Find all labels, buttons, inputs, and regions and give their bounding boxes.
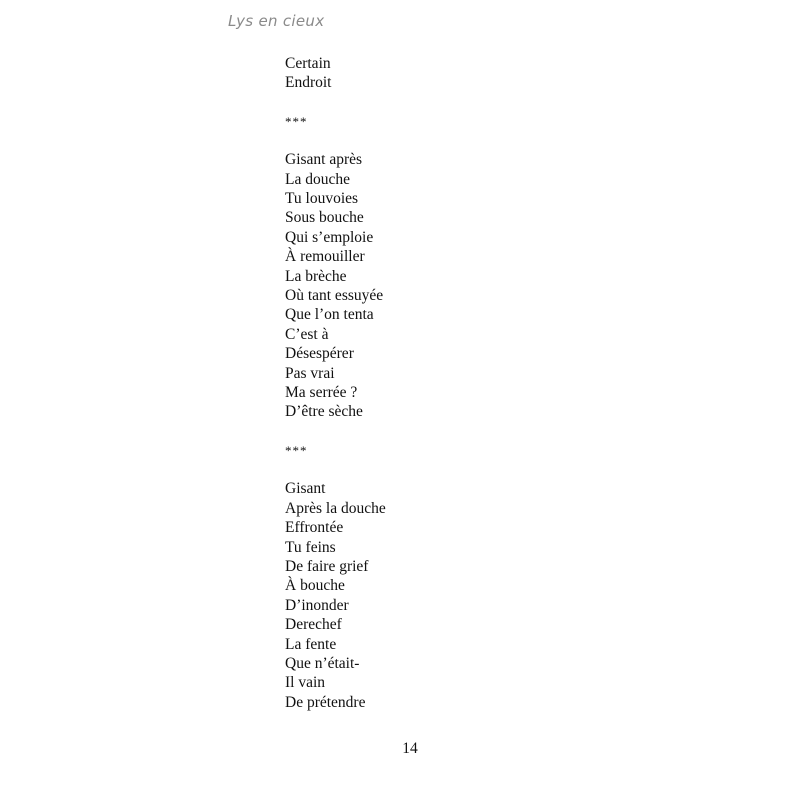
poem-line: Gisant <box>285 480 326 498</box>
stanza-separator: *** <box>285 113 308 129</box>
page-number: 14 <box>402 740 418 757</box>
stanza-separator: *** <box>285 442 308 458</box>
poem-line: Ma serrée ? <box>285 384 358 402</box>
poem-line: Derechef <box>285 616 342 634</box>
poem-line: Où tant essuyée <box>285 287 384 305</box>
poem-line: De faire grief <box>285 557 369 575</box>
poem-line: De prétendre <box>285 693 366 711</box>
poem-line: La douche <box>285 170 350 188</box>
poem-line: La fente <box>285 635 337 653</box>
stanza-3 <box>285 479 386 712</box>
poem-line: La brèche <box>285 267 347 285</box>
poem-line: Que l’on tenta <box>285 306 374 324</box>
poem-line: D’inonder <box>285 596 349 614</box>
poem-line: Endroit <box>285 74 332 92</box>
poem-line: Gisant après <box>285 151 363 169</box>
running-header: Lys en cieux <box>228 12 325 30</box>
stanza-2 <box>285 150 386 422</box>
poem-line: Tu feins <box>285 538 336 556</box>
poem-line: Il vain <box>285 674 326 692</box>
poem-line: D’être sèche <box>285 403 363 421</box>
poem-line: À bouche <box>285 577 345 595</box>
poem-line: Que n’était- <box>285 654 360 672</box>
poem-line: Tu louvoies <box>285 190 359 208</box>
poem-line: Qui s’emploie <box>285 228 374 246</box>
poem-line: Sous bouche <box>285 209 364 227</box>
poem-body <box>285 54 386 712</box>
poem-line: À remouiller <box>285 248 365 266</box>
stanza-1 <box>285 54 386 93</box>
poem-line: Désespérer <box>285 345 354 363</box>
poem-line: Pas vrai <box>285 364 335 382</box>
poem-line: Effrontée <box>285 519 344 537</box>
poem-line: C’est à <box>285 325 329 343</box>
poem-line: Après la douche <box>285 499 386 517</box>
poem-line: Certain <box>285 55 331 72</box>
